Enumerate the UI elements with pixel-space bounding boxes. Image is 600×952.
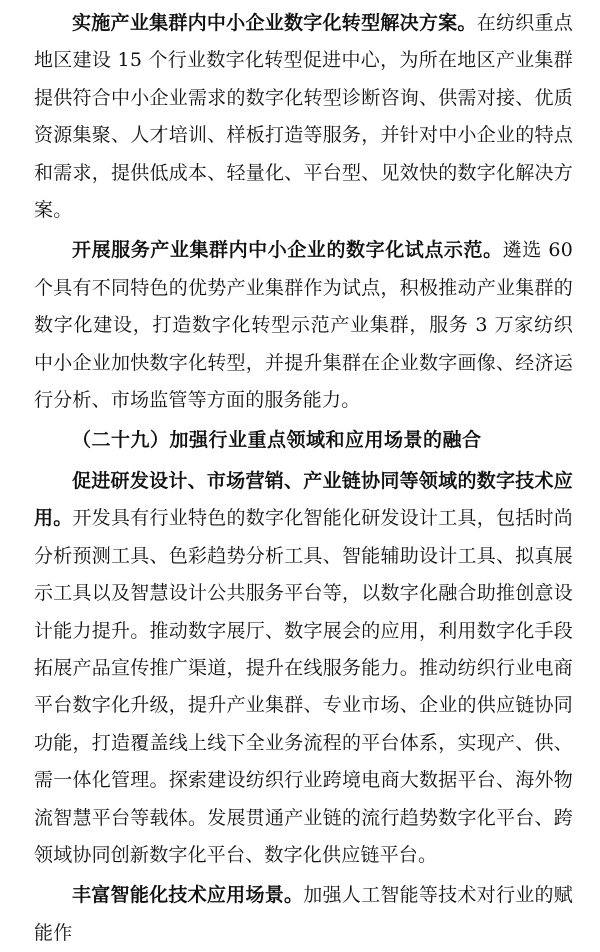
- paragraph-lead: 开展服务产业集群内中小企业的数字化试点示范。: [72, 239, 503, 262]
- paragraph-body: 开发具有行业特色的数字化智能化研发设计工具，包括时尚分析预测工具、色彩趋势分析工具、智能辅助设计工具、拟真展示工具以及智慧设计公共服务平台等，以数字化融合助推创意设计能力提升。推动数字展厅、数字展会的应用，利用数字化手段拓展产品宣传推广渠道，提升在线服务能力。推动纺织行业电商平台数字化升级，提升产业集群、专业市场、企业的供应链协同功能，打造覆盖线上线下全业务流程的平台体系，实现产、供、需一体化管理。探索建设纺织行业跨境电商大数据平台、海外物流智慧平台等载体。发展贯通产业链的流行趋势数字化平台、跨领域协同创新数字化平台、数字化供应链平台。: [34, 507, 574, 866]
- paragraph-digital-application: [34, 463, 573, 874]
- section-heading: （二十九）加强行业重点领域和应用场景的融合: [72, 429, 482, 452]
- paragraph-body: 在纺织重点地区建设 15 个行业数字化转型促进中心，为所在地区产业集群提供符合中小企业需求的数字化转型诊断咨询、供需对接、优质资源集聚、人才培训、样板打造等服务，并针对中小企业的特点和需求，提供低成本、轻量化、平台型、见效快的数字化解决方案。: [34, 12, 573, 222]
- paragraph-lead: 促进研发设计、市场营销、产业链协同等领域的数字技术应用。: [34, 469, 573, 530]
- paragraph-lead: 丰富智能化技术应用场景。: [72, 884, 304, 907]
- paragraph-pilot-demonstration: [34, 232, 573, 419]
- paragraph-lead: 实施产业集群内中小企业数字化转型解决方案。: [72, 12, 477, 34]
- paragraph-body: 遴选 60 个具有不同特色的优势产业集群作为试点，积极推动产业集群的数字化建设，打造数字化转型示范产业集群，服务 3 万家纺织中小企业加快数字化转型，并提升集群在企业数字画像、经济运行分析、市场监管等方面的服务能力。: [34, 239, 573, 412]
- paragraph-intelligent-scenarios: [34, 877, 573, 952]
- paragraph-cluster-solutions: [34, 5, 573, 229]
- paragraph-body: 加强人工智能等技术对行业的赋能作: [34, 884, 573, 944]
